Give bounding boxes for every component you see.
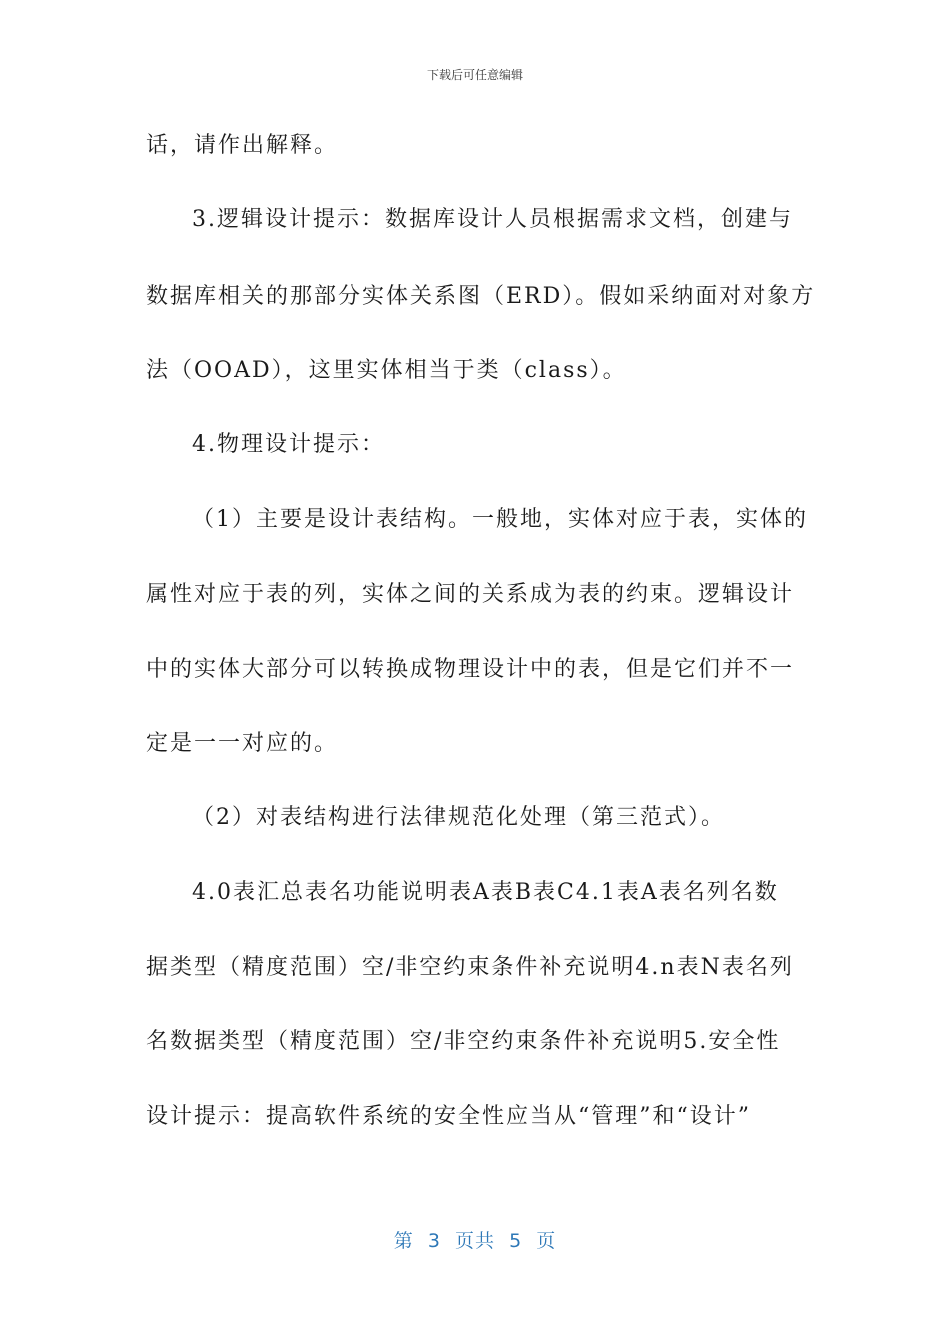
body-line: 数据库相关的那部分实体关系图（ERD）。假如采纳面对对象方: [146, 284, 816, 309]
body-line: 属性对应于表的列，实体之间的关系成为表的约束。逻辑设计: [146, 582, 795, 607]
body-line: 中的实体大部分可以转换成物理设计中的表，但是它们并不一: [146, 657, 795, 682]
body-line: 4.物理设计提示：: [192, 432, 385, 457]
body-line: （2）对表结构进行法律规范化处理（第三范式）。: [192, 805, 725, 830]
body-line: 话，请作出解释。: [146, 133, 339, 158]
body-line: 3.逻辑设计提示：数据库设计人员根据需求文档，创建与: [192, 207, 793, 232]
body-line: （1）主要是设计表结构。一般地，实体对应于表，实体的: [192, 507, 808, 532]
body-line: 设计提示：提高软件系统的安全性应当从“管理”和“设计”: [146, 1104, 751, 1129]
body-line: 定是一一对应的。: [146, 731, 339, 756]
body-line: 名数据类型（精度范围）空/非空约束条件补充说明5.安全性: [146, 1029, 781, 1054]
page-number-footer: 第 3 页共 5 页: [393, 1230, 557, 1252]
body-line: 4.0表汇总表名功能说明表A表B表C4.1表A表名列名数: [192, 880, 779, 905]
body-line: 法（OOAD），这里实体相当于类（class）。: [146, 358, 627, 383]
body-line: 据类型（精度范围）空/非空约束条件补充说明4.n表N表名列: [146, 955, 794, 980]
page-header: 下载后可任意编辑: [426, 68, 523, 82]
